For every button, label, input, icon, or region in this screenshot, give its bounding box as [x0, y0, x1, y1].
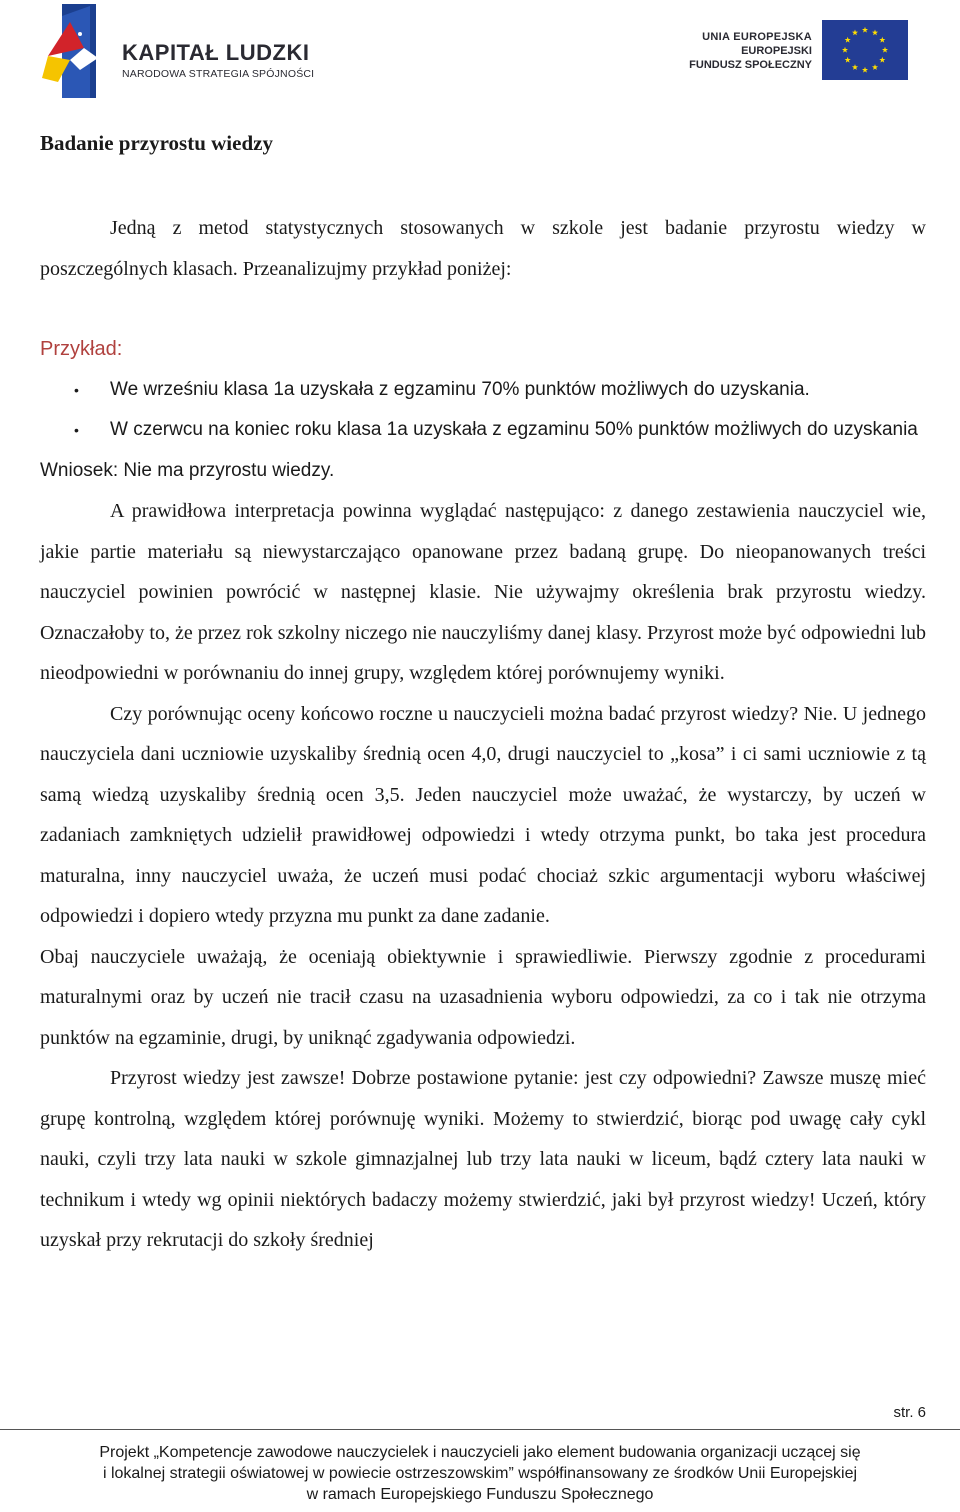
page-number: str. 6 — [893, 1404, 926, 1421]
eu-flag-icon — [822, 20, 908, 80]
footer-line-1: Projekt „Kompetencje zawodowe nauczycielek i nauczycieli jako element budowania organizacji uczącej się — [99, 1444, 861, 1461]
kapital-ludzki-subtitle: NARODOWA STRATEGIA SPÓJNOŚCI — [122, 68, 315, 80]
conclusion-line: Wniosek: Nie ma przyrostu wiedzy. — [40, 459, 335, 481]
paragraph-teachers: Obaj nauczyciele uważają, że oceniają obiektywnie i sprawiedliwie. Pierwszy zgodnie z procedurami maturalnymi oraz by uczeń nie tracił czasu na uzasadnienia wyboru odpowiedzi, za co i tak nie otrzyma punktów na egzaminie, drugi, by uniknąć zgadywania odpowiedzi. — [40, 945, 926, 1049]
document-body — [40, 128, 926, 1261]
eu-logo — [678, 20, 908, 82]
bullet-icon: • — [74, 422, 79, 438]
bullet-text: W czerwcu na koniec roku klasa 1a uzyskała z egzaminu 50% punktów możliwych do uzyskania — [110, 419, 918, 440]
footer-line-3: w ramach Europejskiego Funduszu Społecznego — [306, 1486, 654, 1503]
paragraph-grades-question: Czy porównując oceny końcowo roczne u nauczycieli można badać przyrost wiedzy? Nie. U jednego nauczyciela dani uczniowie uzyskaliby średnią ocen 4,0, drugi nauczyciel to „kosa” i ci sami uczniowie z tą samą wiedzą uzyskaliby średnią ocen 3,5. Jeden nauczyciel może uważać, że wystarczy, by uczeń w zadaniach zamkniętych udzielił prawidłowej odpowiedzi i wtedy otrzyma punkt, bo taka jest procedura maturalna, inny nauczyciel uważa, że uczeń musi podać chociaż szkic argumentacji wyboru właściwej odpowiedzi i dopiero wtedy przyzna mu punkt za dane zadanie. — [40, 702, 926, 927]
list-item — [40, 370, 926, 411]
footer-line-2: i lokalnej strategii oświatowej w powiecie ostrzeszowskim” współfinansowany ze środków Unii Europejskiej — [102, 1465, 858, 1482]
kapital-ludzki-title: KAPITAŁ LUDZKI — [122, 40, 310, 65]
bullet-text: We wrześniu klasa 1a uzyskała z egzaminu 70% punktów możliwych do uzyskania. — [110, 378, 810, 400]
example-label: Przykład: — [40, 338, 123, 360]
example-bullet-list — [40, 370, 926, 451]
list-item — [40, 410, 926, 451]
eu-line-3: FUNDUSZ SPOŁECZNY — [689, 59, 812, 71]
paragraph-interpretation: A prawidłowa interpretacja powinna wyglądać następująco: z danego zestawienia nauczyciel wie, jakie partie materiału są niewystarczająco opanowane przez badaną grupę. Do nieopanowanych treści nauczyciel powinien powrócić w następnej klasie. Nie używajmy określenia brak przyrostu wiedzy. Oznaczałoby to, że przez rok szkolny niczego nie nauczyliśmy danej klasy. Przyrost może być odpowiedni lub nieodpowiedni w porównaniu do innej grupy, względem której porównujemy wyniki. — [40, 500, 926, 684]
kapital-ludzki-logo — [40, 4, 340, 98]
intro-paragraph: Jedną z metod statystycznych stosowanych w szkole jest badanie przyrostu wiedzy w poszczególnych klasach. Przeanalizujmy przykład poniżej: — [40, 217, 926, 280]
bullet-icon: • — [74, 381, 79, 398]
footer-divider — [0, 1429, 960, 1430]
kapital-ludzki-emblem-icon — [40, 4, 120, 98]
page-footer — [0, 1442, 960, 1505]
eu-line-1: UNIA EUROPEJSKA — [702, 31, 812, 43]
eu-logo-text — [689, 30, 812, 72]
page-header — [0, 0, 960, 100]
document-title: Badanie przyrostu wiedzy — [40, 131, 273, 155]
paragraph-knowledge-growth: Przyrost wiedzy jest zawsze! Dobrze postawione pytanie: jest czy odpowiedni? Zawsze muszę mieć grupę kontrolną, względem której porównuję wyniki. Możemy to stwierdzić, biorąc pod uwagę cały cykl nauki, czyli trzy lata nauki w szkole gimnazjalnej lub trzy lata nauki w liceum, bądź cztery lata nauki w technikum i wtedy wg opinii niektórych badaczy możemy stwierdzić, jaki był przyrost wiedzy! Uczeń, który uzyskał przy rekrutacji do szkoły średniej — [40, 1067, 926, 1251]
eu-line-2: EUROPEJSKI — [741, 45, 812, 57]
